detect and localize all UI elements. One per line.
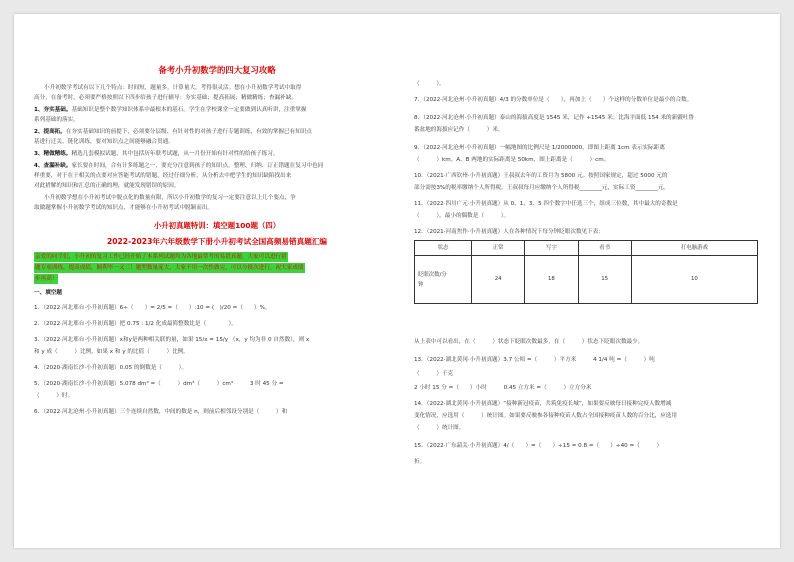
highlight-note: 步再高！: [35, 276, 58, 282]
tip-4-head: 4、查漏补缺。: [34, 163, 72, 169]
blink-table: [414, 240, 758, 304]
question-10-cont: 部分需按3%的税率缴纳个人所得税。王叔叔每月应缴纳个人所得税________元，实际工资________元。: [414, 185, 670, 191]
question-5: 5．（2020·湖南长沙·小升初真题）5.078 dm³ =（ ）dm³（ ）cm³ 3 时 45 分 =: [34, 381, 284, 387]
question-13-cont: （ ）千克: [414, 371, 454, 377]
question-9-cont: （ ）km。A、B 两地的实际距离是 50km，图上距离是（ ）cm。: [414, 157, 610, 163]
tip-2-cont: 基进行迁关、链化训练，要对知识点之间能够融合贯通。: [34, 139, 174, 145]
tip-4-cont: 对此措解的知识和汇总的正确的理，就能发现错误的原因。: [34, 183, 180, 189]
question-8: 8．（2022·河北沧州·小升初真题）泰山的海拔高度是 1545 米，记作 +1545 米。比海平面低 154 米的新疆吐鲁: [414, 115, 695, 121]
tip-1-head: 1、夯实基础。: [34, 107, 72, 113]
table-header: 打电脑游戏: [631, 241, 757, 256]
question-11-cont: （ ），最小的偶数是（ ）。: [414, 213, 510, 219]
table-cell: 24: [472, 256, 525, 304]
highlight-note: 亲爱的同学们，小升初的复习工作已经开始了本系列试题均为各地最常考的易错真题，大家可以进行错: [35, 254, 287, 260]
table-header: 写字: [525, 241, 578, 256]
question-11: 11．（2022·四川广元·小升初真题）从 0、1、3、5 四个数字中任选三个，组成三位数，其中最大的奇数是: [414, 201, 678, 207]
tip-2-head: 2、提高拓。: [34, 129, 66, 135]
table-cell: 15: [578, 256, 631, 304]
table-row: [415, 256, 758, 304]
question-1: 1．（2022·河北邢台·小升初真题）6÷（ ）= 2/5 =（ ）:10 = ( )/20 =（ ）%。: [34, 305, 271, 311]
table-row-label-line: 钟: [418, 281, 424, 288]
question-3: 3．（2022·河北邢台·小升初真题）x和y是两种相关联的量，如果 15/x = 15/y （x，y 均为非 0 自然数），则 x: [34, 337, 310, 343]
tip-1-cont: 系列基础的落实。: [34, 117, 79, 123]
question-6: 6．（2022·河北沧州·小升初真题）三个连续自然数，中间的数是 n，则前后相邻设分别是（ ）和: [34, 409, 288, 415]
question-5-cont: （ ）时。: [34, 393, 74, 399]
table-row-label-line: 眨眼次数/分: [418, 271, 447, 278]
outro-line: 取做题掌握小升初数学考试的知识点，才能够在小升初考试中脱颖而出。: [34, 205, 214, 211]
table-header: 看书: [578, 241, 631, 256]
tip-3: [34, 150, 278, 159]
question-12-cont: 从上表中可以看出，在（ ）状态下眨眼次数最多，在（ ）状态下眨眼次数最少。: [414, 339, 644, 345]
tip-2-text: 在夯实基础知识的前提下，必须要分层级、有针对性的对孩子进行专题训练，有效的掌握已有知识点: [65, 129, 313, 135]
section-heading: 一、填空题: [34, 290, 62, 296]
sub-title: 小升初真题特训：填空题100题（四）: [153, 221, 281, 230]
tip-3-text: 精选几套模拟试题，其中包括历年联考试题，从一月份开始有针对性的给孩子练习。: [71, 151, 279, 157]
intro-line: 高分，在备考时，必须要严格按照以下四步给孩子进行辅导：夯实基础；提高拓展；精做精练；查漏补缺。: [34, 95, 297, 101]
question-12: 12．（2021·河南焦作·小升初真题）人在各种情况下每分钟眨眼次数见下表：: [414, 229, 604, 235]
table-cell: 18: [525, 256, 578, 304]
table-header: 正常: [472, 241, 525, 256]
question-15: 15．（2022·广东韶关·小升初真题）4/（ ）=（ ）÷15 = 0.8 =（ ）÷40 =（ ）: [414, 443, 663, 449]
table-row-label: [415, 256, 472, 304]
answer-cont: （ ）。: [414, 81, 445, 87]
highlight-note: 题专项训练，提高成绩，顺利毕一又三！题型数量庞大，大家不用一次性做完，可以分批次进行，祝大家成绩: [35, 265, 304, 271]
tip-2: [34, 128, 312, 137]
tip-4-text: 家长要在时间，合有计多练题之一，要充分注意到孩子的知识点，整理、归纳、订正错题在复习中也同: [71, 163, 324, 169]
question-13-cont: 2 小时 15 分 =（ ）小时 0.45 立方米 =（ ）立方分米: [414, 385, 592, 391]
question-10: 10．（2021·广西钦州·小升初真题）王叔叔去年的工资月为 5800 元。按照国家规定，超过 5000 元的: [414, 173, 668, 179]
tip-4: [34, 162, 323, 171]
tip-1-text: 基础知识是整个数学知识体系中最根本的基石。学生在学校课堂一定要做到认真听讲，注重掌握: [71, 107, 307, 113]
question-4: 4．（2020·湖南长沙·小升初真题）0.05 的倒数是（ ）。: [34, 365, 188, 371]
tip-1: [34, 106, 306, 115]
question-8-cont: 番盆地的海拔应记作（ ）米。: [414, 127, 504, 133]
tip-3-head: 3、精做精练。: [34, 151, 72, 157]
question-14: 14．（2022·湖北黄冈·小升初真题）“接种新冠疫苗，共筑免疫长城”，如果要反映每日接种完疫人数增减: [414, 401, 672, 407]
intro-line: 小升初数学考试有以下几个特点：时间短，题量多，计算量大，考得很灵活。想在小升初数学考试中取得: [44, 85, 302, 91]
question-9: 9．（2022·河北沧州·小升初真题）一幅地图的比例尺是 1/2000000，即图上距离 1cm 表示实际距离: [414, 145, 665, 151]
table-header-row: [415, 241, 758, 256]
question-2: 2．（2022·河北邢台·小升初真题）把 0.75 : 1/2 化成最简整数比是（ ）。: [34, 321, 237, 327]
outro-line: 小升初数学想在小升初考试中脱点化的数量有限，所以小升初数学的复习一定要注意以上几个要点，争: [44, 195, 296, 201]
question-14-cont: （ ）统计图。: [414, 425, 465, 431]
question-3-cont: 和 y 成（ ）比例，如果 x 和 y 的比值（ ）比例。: [34, 349, 189, 355]
question-15-cont: 折。: [414, 459, 426, 465]
page-title: 备考小升初数学的四大复习攻略: [158, 65, 276, 75]
tip-4-cont: 样重要，对于在于相关的点要对应答能考试的错题，经过仔细分析，从分析去中把学生的知识缺陷找出来: [34, 173, 292, 179]
question-14-cont: 变化情况，应选用（ ）统计图。如果要反映参各接种疫苗人数占全国接种疫苗人数的百分比，应选用: [414, 413, 677, 419]
document-page: [14, 14, 780, 548]
question-7: 7．（2022·河北沧州·小升初真题）4/3 的分数单位是（ ），再加上（ ）个这样的分数单位是最小的合数。: [414, 97, 693, 103]
table-header: 状态: [415, 241, 472, 256]
main-title: 2022-2023年六年级数学下册小升初考试全国高频易错真题汇编: [106, 237, 328, 246]
table-cell: 10: [631, 256, 757, 304]
question-13: 13．（2022·湖北黄冈·小升初真题）3.7 公顷 =（ ）平方米 4 1/4 吨 =（ ）吨: [414, 357, 655, 363]
